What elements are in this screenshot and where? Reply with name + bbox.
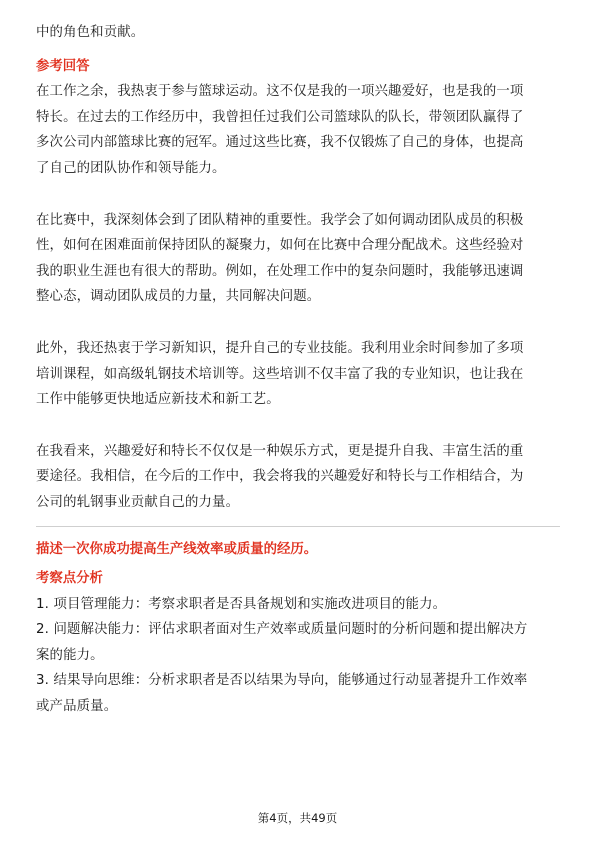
- text-line: 性，如何在困难面前保持团队的凝聚力，如何在比赛中合理分配战术。这些经验对: [36, 238, 524, 254]
- answer-paragraph: [36, 439, 560, 516]
- text-line: 要途径。我相信，在今后的工作中，我会将我的兴趣爱好和特长与工作相结合，为: [36, 469, 524, 485]
- question-title: 描述一次你成功提高生产线效率或质量的经历。: [36, 541, 318, 557]
- text-line: 工作中能够更快地适应新技术和新工艺。: [36, 392, 280, 408]
- answer-paragraph: [36, 79, 560, 181]
- analysis-point: [36, 617, 560, 668]
- answer-body: [36, 79, 560, 515]
- text-line: 中的角色和贡献。: [36, 25, 145, 40]
- text-line: 特长。在过去的工作经历中，我曾担任过我们公司篮球队的队长，带领团队赢得了: [36, 109, 524, 125]
- text-line: 在我看来，兴趣爱好和特长不仅仅是一种娱乐方式，更是提升自我、丰富生活的重: [36, 443, 524, 459]
- answer-paragraph: [36, 336, 560, 413]
- text-line: 公司的轧钢事业贡献自己的力量。: [36, 494, 240, 510]
- page-footer: [0, 810, 595, 826]
- text-line: 此外，我还热衷于学习新知识，提升自己的专业技能。我利用业余时间参加了多项: [36, 340, 524, 356]
- analysis-point: [36, 592, 560, 618]
- intro-tail-text: [36, 20, 560, 46]
- analysis-point: [36, 668, 560, 719]
- text-line: 3. 结果导向思维：分析求职者是否以结果为导向，能够通过行动显著提升工作效率: [36, 673, 528, 689]
- text-line: 2. 问题解决能力：评估求职者面对生产效率或质量问题时的分析问题和提出解决方: [36, 622, 528, 638]
- text-line: 1. 项目管理能力：考察求职者是否具备规划和实施改进项目的能力。: [36, 596, 447, 612]
- text-line: 了自己的团队协作和领导能力。: [36, 160, 226, 176]
- text-line: 我的职业生涯也有很大的帮助。例如，在处理工作中的复杂问题时，我能够迅速调: [36, 263, 524, 279]
- text-line: 或产品质量。: [36, 699, 118, 715]
- text-line: 在比赛中，我深刻体会到了团队精神的重要性。我学会了如何调动团队成员的积极: [36, 212, 524, 228]
- analysis-points: [36, 592, 560, 720]
- section-divider: [36, 526, 560, 527]
- text-line: 在工作之余，我热衷于参与篮球运动。这不仅是我的一项兴趣爱好，也是我的一项: [36, 84, 524, 100]
- text-line: 培训课程，如高级轧钢技术培训等。这些培训不仅丰富了我的专业知识，也让我在: [36, 366, 524, 382]
- answer-heading: 参考回答: [36, 58, 90, 74]
- text-line: 多次公司内部篮球比赛的冠军。通过这些比赛，我不仅锻炼了自己的身体，也提高: [36, 135, 524, 151]
- text-line: 整心态，调动团队成员的力量，共同解决问题。: [36, 289, 321, 305]
- text-line: 案的能力。: [36, 647, 104, 663]
- page-content: [36, 20, 560, 720]
- answer-paragraph: [36, 208, 560, 310]
- page-number: 第4页，共49页: [257, 811, 338, 825]
- analysis-heading: 考察点分析: [36, 571, 103, 587]
